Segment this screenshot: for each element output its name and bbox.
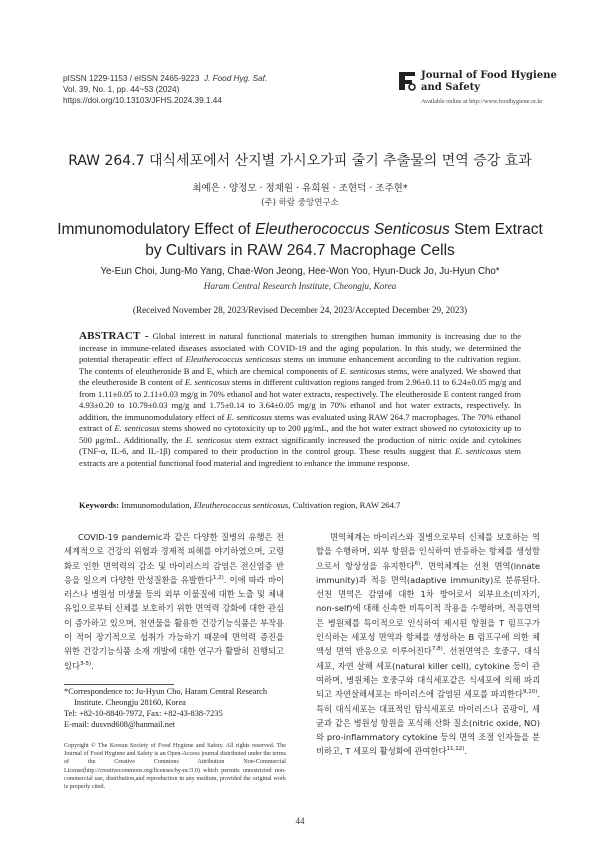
body-text: . 이에 따라 바이러스나 병원성 미생물 등의 외부 이물질에 대한 노출 및 체내 유입으로부터 신체를 보호하기 위한 면역력 강화에 대한 관심이 증가하고 있으며, 천연물을 활용한 건강기능식품은 부작용이 적어 장기적으로 섭취가 가능하기 때문에 면역력 증진을 위한 건강기능식품 소재 개발에 대한 연구가 활발히 진행되고 있다 bbox=[64, 574, 284, 671]
body-text: . 선천면역은 호중구, 대식세포, 자연 살해 세포(natural killer cell), cytokine 등이 관여하며, 병원체는 호중구와 대식세포같은 식세포에 의해 파괴되고 자연살해세포는 바이러스에 감염된 세포를 파괴한다 bbox=[316, 646, 540, 700]
abstract bbox=[79, 331, 521, 469]
journal-title bbox=[421, 70, 557, 94]
body-text: COVID-19 pandemic과 같은 다양한 질병의 유행은 전세계적으로 건강의 위협과 경제적 피해를 야기하였으며, 고령화로 인한 면역력의 감소 및 바이러스의 감염은 전신염증 반응을 일으켜 다양한 만성질환을 유발한다 bbox=[64, 532, 284, 585]
keywords-text: Immunomodulation, bbox=[119, 500, 194, 510]
abstract-text: stems in different cultivation regions ranged from 2.96±0.11 to 6.24±0.05 mg/g and from 1.11±0.05 to 2.11±0.03 mg/g in 70% ethanol and hot water extracts, respectively. The eleutheroside E content ranged from 4.93±0.20 to 10.79±0.03 mg/g and 1.75±0.14 to 3.64±0.05 mg/g in 70% ethanol and hot water extracts, respectively. In addition, the immunomodulatory effect of bbox=[79, 377, 522, 422]
doi-link[interactable]: https://doi.org/10.13103/JFHS.2024.39.1.44 bbox=[63, 96, 222, 106]
english-affiliation: Haram Central Research Institute, Cheongju, Korea bbox=[203, 281, 397, 291]
keywords-label: Keywords: bbox=[79, 500, 120, 510]
english-authors: Ye-Eun Choi, Jung-Mo Yang, Chae-Won Jeong, Hee-Won Yoo, Hyun-Duck Jo, Ju-Hyun Cho* bbox=[100, 266, 500, 277]
species-name: E. senticosus bbox=[184, 377, 230, 387]
copyright-notice: Copyright © The Korean Society of Food Hygiene and Safety. All rights reserved. The Journal of Food Hygiene and Safety is an Open-Access journal distributed under the terms of the Creative Commons Attribution Non-Commercial License(http://creativecommons.org/licenses/by-nc/3.0) which permits unrestricted non-commercial use, distribution,and reproduction in any medium, provided the original work is properly cited. bbox=[64, 743, 286, 791]
body-column-left bbox=[64, 530, 284, 673]
correspondence-email[interactable]: E-mail: dusvnd608@hanmail.net bbox=[64, 720, 175, 729]
journal-emblem-icon bbox=[397, 70, 417, 92]
species-name: E. senticosus bbox=[454, 446, 502, 456]
english-title bbox=[40, 219, 560, 261]
citation-ref: 6) bbox=[414, 560, 421, 567]
body-column-right bbox=[316, 530, 540, 759]
species-name: E. senticosus bbox=[114, 423, 160, 433]
keywords-text: , Cultivation region, RAW 264.7 bbox=[288, 500, 401, 510]
species-name: E. senticosus bbox=[185, 434, 232, 445]
volume-line: Vol. 39, No. 1, pp. 44~53 (2024) bbox=[63, 85, 180, 95]
abstract-text: stems, were analyzed. We showed that the eleutheroside B content of bbox=[79, 365, 522, 387]
received-dates: (Received November 28, 2023/Revised December 24, 2023/Accepted December 29, 2023) bbox=[132, 305, 468, 315]
korean-affiliation: (주) 하람 중앙연구소 bbox=[261, 198, 339, 208]
journal-abbrev: J. Food Hyg. Saf. bbox=[203, 74, 268, 83]
abstract-text: stems showed no cytotoxicity up to 200 μg/mL, and the hot water extract showed no cytotoxicity up to 500 μg/mL. Additionally, the bbox=[79, 423, 522, 445]
footnote-divider bbox=[64, 684, 174, 685]
body-text: . bbox=[91, 660, 94, 671]
keywords bbox=[79, 500, 521, 510]
abstract-text: stems was evaluated using RAW 264.7 macrophages. The 70% ethanol extract of bbox=[79, 411, 521, 433]
body-paragraph bbox=[64, 530, 284, 673]
citation-ref: 9,10) bbox=[522, 689, 538, 696]
page-number: 44 bbox=[295, 816, 305, 826]
correspondence-phone: Tel: +82-10-8840-7972, Fax: +82-43-838-7235 bbox=[64, 709, 223, 718]
species-name: Eleutherococcus senticosus bbox=[193, 500, 289, 510]
journal-title-line1: Journal of Food Hygiene bbox=[421, 70, 557, 81]
abstract-text: stem extract significantly increased the production of nitric oxide and cytokines (TNF-α, IL-6, and IL-1β) compared to their production in the control group. These results suggest that bbox=[79, 434, 522, 456]
korean-authors: 최예은 · 양정모 · 정채원 · 유희원 · 조현덕 · 조주현* bbox=[192, 183, 408, 194]
english-title-species: Eleutherococcus Senticosus bbox=[255, 221, 450, 238]
english-title-part2: Stem Extract bbox=[449, 221, 543, 238]
issn-line bbox=[63, 73, 267, 84]
issn: pISSN 1229-1153 / eISSN 2465-9223 bbox=[63, 74, 200, 83]
journal-meta bbox=[63, 73, 267, 107]
citation-ref: 11,12) bbox=[446, 746, 465, 753]
species-name: E. senticosus bbox=[226, 411, 272, 422]
body-text: . 면역체계는 선천 면역(innate immunity)과 적응 면역(adaptive immunity)로 분류된다. 선천 면역은 감염에 대한 1차 방어로서 외부요소(비자기, non-self)에 대해 신속한 비특이적 작용을 수행하며, 적응면역은 병원체를 특이적으로 인식하여 제시된 항원을 T 림프구가 인식하는 세포성 면역과 항체를 생성하는 B 림프구에 의한 체액성 면역 반응으로 이루어진다 bbox=[316, 560, 540, 657]
journal-url[interactable]: Available online at http://www.foodhygiene.or.kr bbox=[421, 98, 543, 105]
abstract-text: Global interest in natural functional materials to strengthen human immunity is increasing due to the increase in immune-related diseases associated with COVID-19 and the aging population. In this study, we determined the potential therapeutic effect of bbox=[79, 331, 521, 364]
abstract-label: ABSTRACT - bbox=[79, 330, 149, 342]
citation-ref: 7,8) bbox=[431, 646, 443, 653]
korean-title: RAW 264.7 대식세포에서 산지별 가시오가피 줄기 추출물의 면역 증강 효과 bbox=[68, 153, 532, 169]
english-title-line2: by Cultivars in RAW 264.7 Macrophage Cells bbox=[145, 242, 455, 259]
correspondence-line: *Correspondence to: Ju-Hyun Cho, Haram Central Research bbox=[64, 687, 268, 696]
citation-ref: 3-5) bbox=[80, 660, 92, 667]
body-text: . 특히 대식세포는 대표적인 탐식세포로 바이러스나 곰팡이, 세균과 같은 병원성 항원을 포식해 산화 질소(nitric oxide, NO)와 pro-inflammatory cytokine 등의 면역 조절 인자들을 분비하고, T 세포의 활성화에 관여한다 bbox=[316, 689, 540, 757]
english-title-part1: Immunomodulatory Effect of bbox=[57, 221, 256, 238]
abstract-text: stem extracts are a potential functional food material and ingredient to enhance the immune response. bbox=[79, 446, 521, 468]
abstract-text: stems on immune enhancement according to the cultivation region. The contents of eleutheroside B and E, which are chemical components of bbox=[79, 354, 521, 376]
correspondence bbox=[64, 686, 294, 730]
species-name: Eleutherococcus senticosus bbox=[185, 354, 281, 364]
journal-title-line2: and Safety bbox=[421, 82, 481, 93]
citation-ref: 1,2) bbox=[212, 575, 224, 582]
body-text: 면역체계는 바이러스와 질병으로부터 신체를 보호하는 역할을 수행하며, 외부 항원을 인식하여 반응하는 항체를 생성함으로서 항상성을 유지한다 bbox=[316, 532, 540, 571]
body-paragraph bbox=[316, 530, 540, 759]
correspondence-line: Institute. Cheongju 28160, Korea bbox=[74, 698, 186, 707]
species-name: E. senticosus bbox=[339, 365, 386, 376]
body-text: . bbox=[464, 746, 468, 757]
